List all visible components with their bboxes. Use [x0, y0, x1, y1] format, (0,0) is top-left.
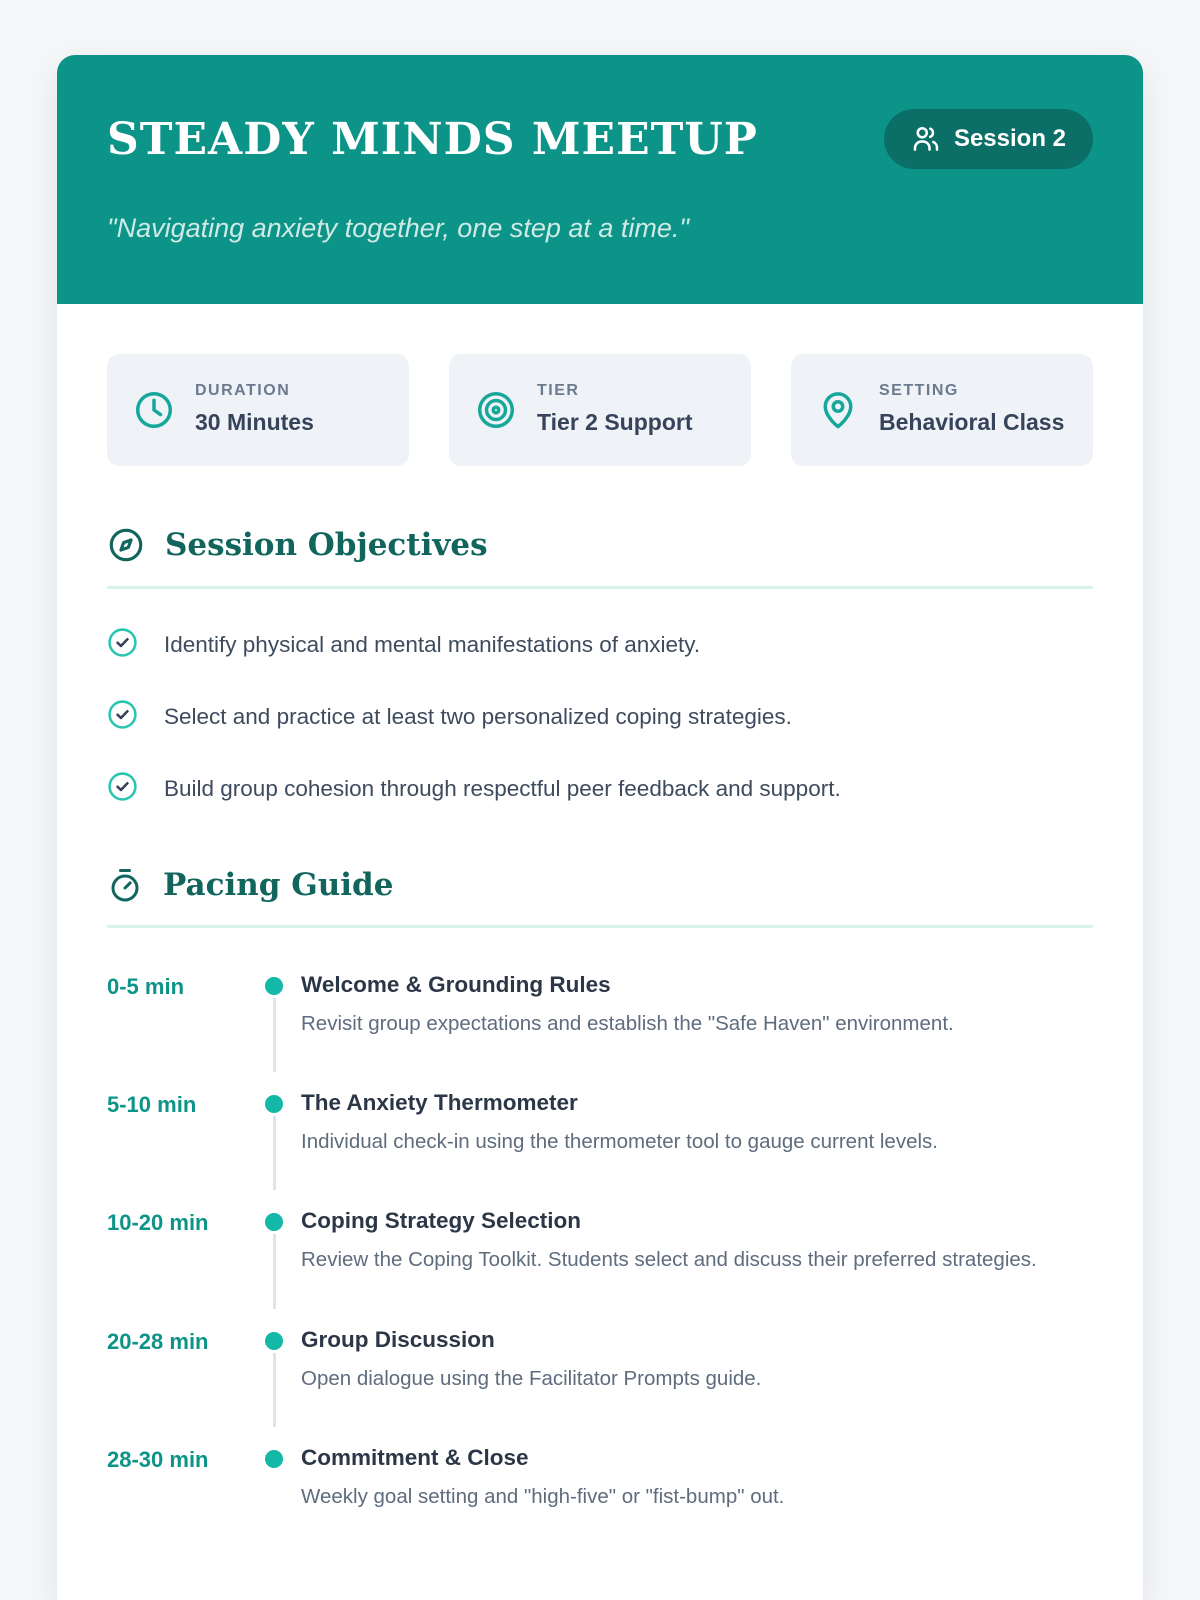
timeline-desc: Open dialogue using the Facilitator Prompts guide. — [301, 1366, 762, 1390]
tagline-quote: "Navigating anxiety together, one step at a time." — [107, 213, 690, 243]
list-item — [107, 627, 1093, 663]
list-item — [107, 771, 1093, 807]
timeline-dot-icon — [265, 977, 283, 995]
stopwatch-icon — [107, 867, 143, 903]
timeline-title: Group Discussion — [301, 1326, 495, 1352]
info-card-duration — [107, 354, 409, 466]
timeline-title: Commitment & Close — [301, 1444, 529, 1470]
timeline-desc: Review the Coping Toolkit. Students select and discuss their preferred strategies. — [301, 1248, 1037, 1272]
session-plan-card — [57, 55, 1143, 1600]
duration-label: DURATION — [195, 382, 291, 399]
check-circle-icon — [107, 627, 138, 663]
target-icon — [475, 389, 517, 431]
timeline-track — [265, 1327, 301, 1395]
timeline-time: 5-10 min — [107, 1092, 197, 1118]
timeline-item — [107, 972, 1093, 1090]
pacing-timeline — [107, 972, 1093, 1563]
timeline-track — [265, 1090, 301, 1158]
timeline-title: The Anxiety Thermometer — [301, 1090, 578, 1116]
pacing-section — [57, 867, 1143, 1563]
timeline-dot-icon — [265, 1450, 283, 1468]
check-circle-icon — [107, 699, 138, 735]
timeline-desc: Revisit group expectations and establish the "Safe Haven" environment. — [301, 1012, 954, 1036]
timeline-dot-icon — [265, 1332, 283, 1350]
timeline-dot-icon — [265, 1095, 283, 1113]
timeline-item — [107, 1327, 1093, 1445]
objective-text: Build group cohesion through respectful peer feedback and support. — [164, 776, 841, 802]
timeline-track — [265, 972, 301, 1040]
clock-icon — [133, 389, 175, 431]
duration-value: 30 Minutes — [195, 409, 314, 435]
timeline-dot-icon — [265, 1213, 283, 1231]
divider — [107, 925, 1093, 928]
tier-label: TIER — [537, 382, 580, 399]
tier-value: Tier 2 Support — [537, 409, 693, 435]
objective-text: Identify physical and mental manifestations of anxiety. — [164, 632, 701, 658]
timeline-time: 0-5 min — [107, 974, 185, 1000]
timeline-desc: Individual check-in using the thermometer tool to gauge current levels. — [301, 1130, 938, 1154]
timeline-time: 28-30 min — [107, 1446, 209, 1472]
check-circle-icon — [107, 771, 138, 807]
session-badge — [884, 109, 1093, 169]
timeline-item — [107, 1208, 1093, 1326]
header-banner — [57, 55, 1143, 304]
pacing-heading: Pacing Guide — [163, 867, 394, 904]
objectives-list — [107, 627, 1093, 807]
objectives-section — [57, 526, 1143, 807]
timeline-time: 20-28 min — [107, 1328, 209, 1354]
info-card-tier — [449, 354, 751, 466]
timeline-desc: Weekly goal setting and "high-five" or "fist-bump" out. — [301, 1484, 785, 1508]
setting-value: Behavioral Class — [879, 409, 1065, 435]
setting-label: SETTING — [879, 382, 959, 399]
timeline-item — [107, 1445, 1093, 1563]
session-badge-label: Session 2 — [953, 125, 1066, 152]
timeline-title: Welcome & Grounding Rules — [301, 972, 611, 998]
timeline-time: 10-20 min — [107, 1210, 209, 1236]
compass-icon — [107, 526, 145, 564]
objectives-heading: Session Objectives — [165, 527, 488, 564]
list-item — [107, 699, 1093, 735]
timeline-item — [107, 1090, 1093, 1208]
info-card-row — [57, 304, 1143, 466]
info-card-setting — [791, 354, 1093, 466]
map-pin-icon — [817, 389, 859, 431]
timeline-track — [265, 1445, 301, 1513]
divider — [107, 586, 1093, 589]
objective-text: Select and practice at least two personalized coping strategies. — [164, 704, 792, 730]
users-icon — [911, 124, 941, 154]
timeline-track — [265, 1208, 301, 1276]
timeline-title: Coping Strategy Selection — [301, 1208, 582, 1234]
page-title: STEADY MINDS MEETUP — [107, 113, 758, 165]
